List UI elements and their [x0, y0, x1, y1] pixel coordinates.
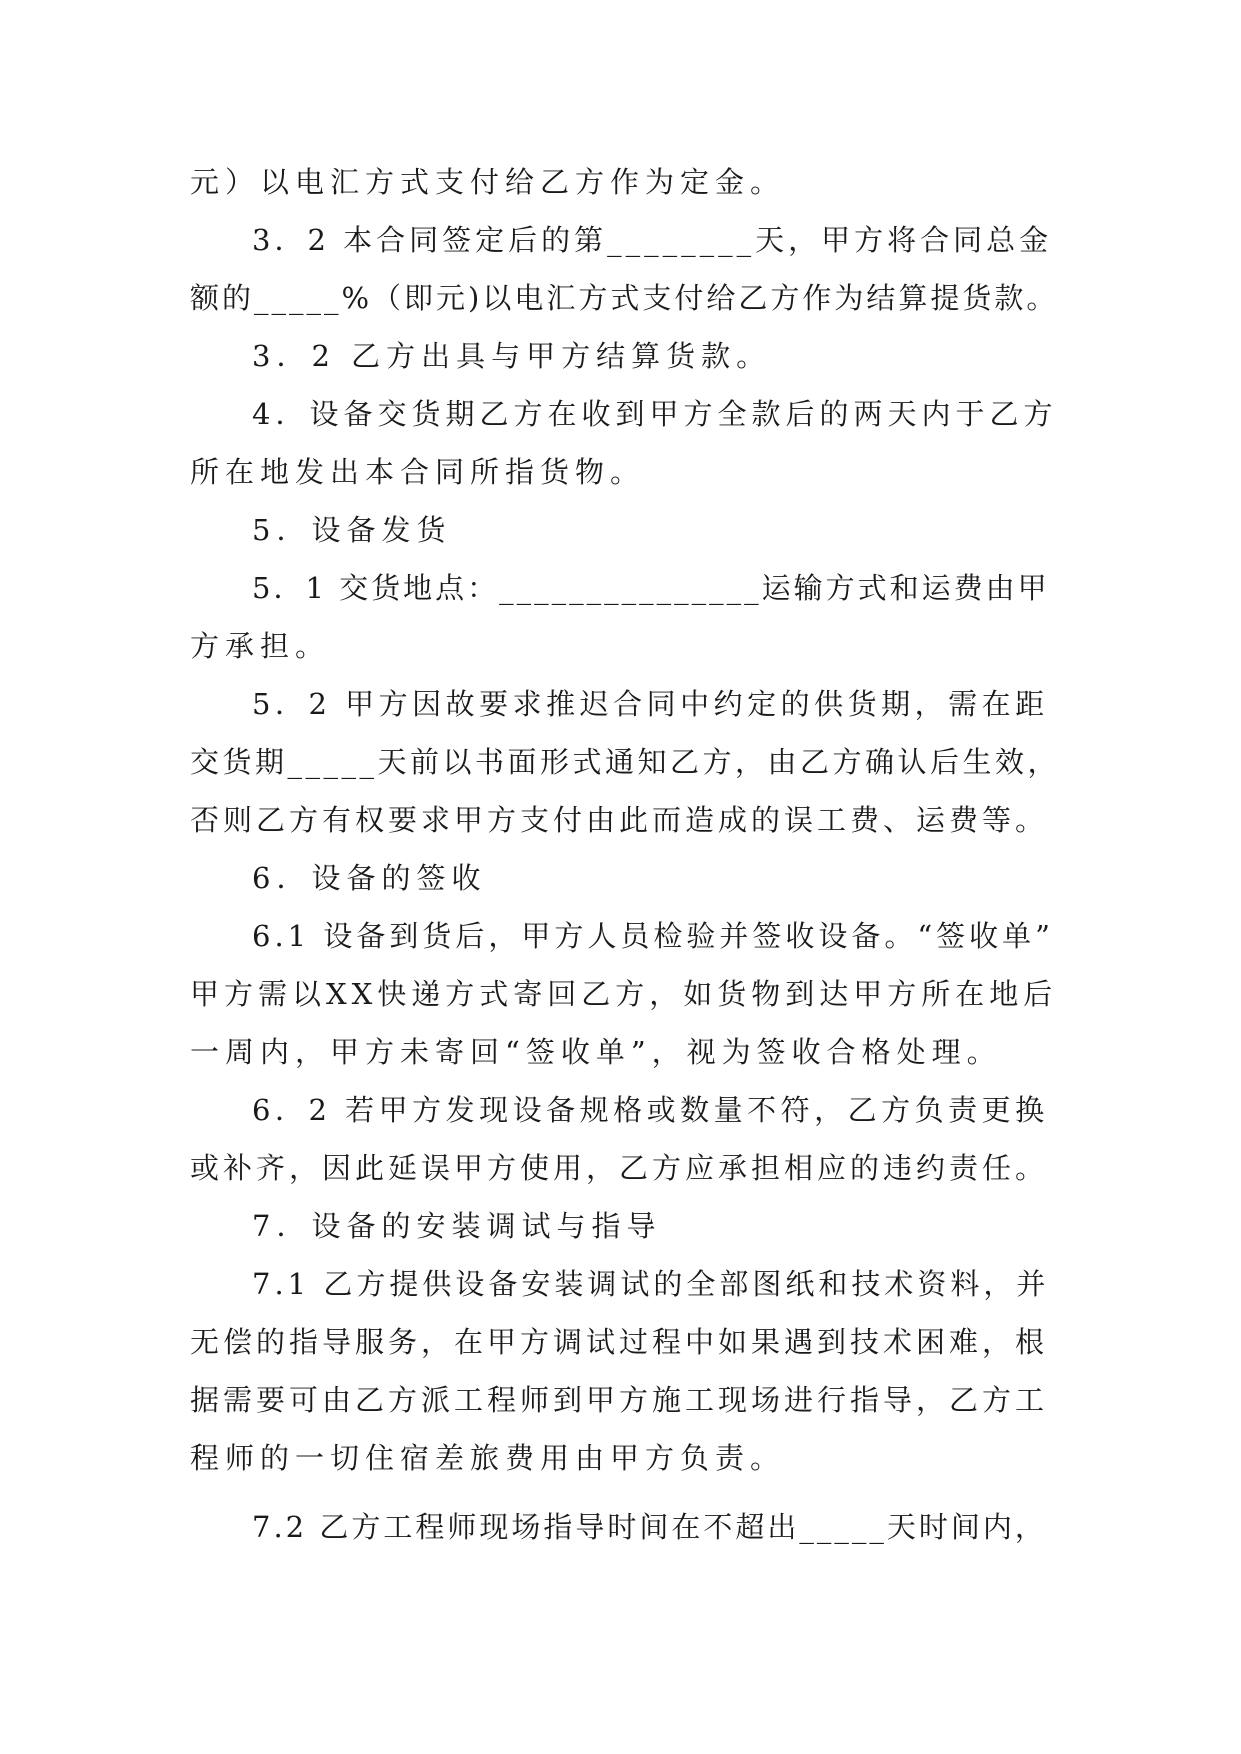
text-line: 3．2 乙方出具与甲方结算货款。	[252, 339, 772, 373]
text-line: 7.2 乙方工程师现场指导时间在不超出_____天时间内，	[252, 1510, 1047, 1544]
text-line: 程师的一切住宿差旅费用由甲方负责。	[190, 1441, 786, 1475]
text-line: 7．设备的安装调试与指导	[252, 1209, 662, 1243]
text-line: 6．设备的签收	[252, 861, 487, 895]
text-line: 3．2 本合同签定后的第________天，甲方将合同总金	[252, 223, 1053, 257]
text-line: 额的_____%（即元)以电汇方式支付给乙方作为结算提货款。	[190, 281, 1059, 315]
text-line: 一周内，甲方未寄回“签收单”，视为签收合格处理。	[190, 1035, 1002, 1069]
text-line: 7.1 乙方提供设备安装调试的全部图纸和技术资料，并	[252, 1267, 1050, 1301]
text-line: 据需要可由乙方派工程师到甲方施工现场进行指导，乙方工	[190, 1383, 1049, 1417]
text-line: 或补齐，因此延误甲方使用，乙方应承担相应的违约责任。	[190, 1151, 1049, 1185]
text-line: 无偿的指导服务，在甲方调试过程中如果遇到技术困难，根	[190, 1325, 1049, 1359]
text-line: 5．设备发货	[252, 513, 452, 547]
text-line: 4．设备交货期乙方在收到甲方全款后的两天内于乙方	[252, 397, 1058, 431]
text-line: 所在地发出本合同所指货物。	[190, 455, 646, 489]
text-line: 6．2 若甲方发现设备规格或数量不符，乙方负责更换	[252, 1093, 1049, 1127]
text-line: 6.1 设备到货后，甲方人员检验并签收设备。“签收单”	[252, 919, 1054, 953]
text-line: 交货期_____天前以书面形式通知乙方，由乙方确认后生效，	[190, 745, 1061, 779]
text-line: 否则乙方有权要求甲方支付由此而造成的误工费、运费等。	[190, 803, 1049, 837]
text-line: 元）以电汇方式支付给乙方作为定金。	[190, 165, 786, 199]
text-line: 方承担。	[190, 629, 331, 663]
text-line: 5．1 交货地点：_______________运输方式和运费由甲	[252, 571, 1050, 605]
text-line: 5．2 甲方因故要求推迟合同中约定的供货期，需在距	[252, 687, 1049, 721]
text-line: 甲方需以XX快递方式寄回乙方，如货物到达甲方所在地后	[190, 977, 1058, 1011]
